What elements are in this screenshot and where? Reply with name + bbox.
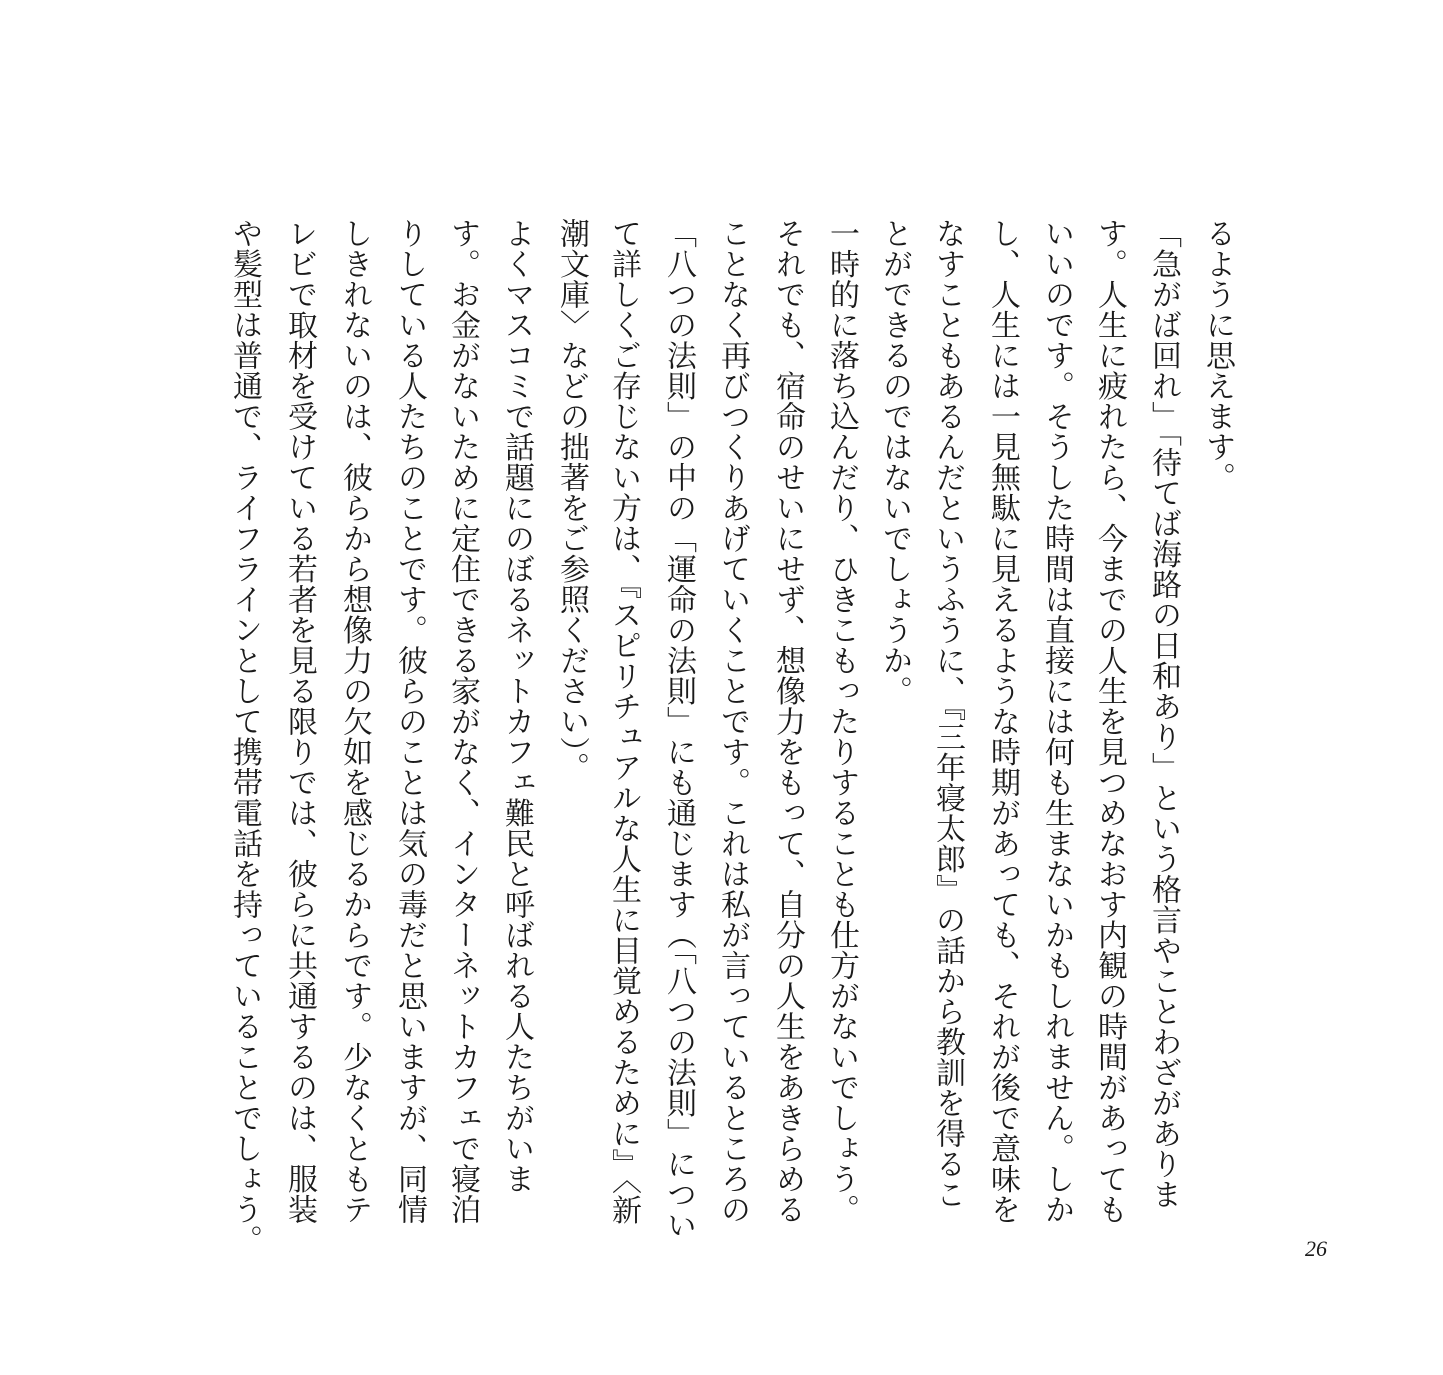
text-line-19: や髪型は普通で、ライフラインとして携帯電話を持っていることでしょう。 bbox=[227, 218, 262, 1255]
text-line-4: いいのです。そうした時間は直接には何も生まないかもしれません。しか bbox=[1039, 218, 1074, 1225]
text-line-5: し、人生には一見無駄に見えるような時期があっても、それが後で意味を bbox=[985, 218, 1020, 1225]
text-line-18: レビで取材を受けている若者を見る限りでは、彼らに共通するのは、服装 bbox=[282, 218, 317, 1225]
page-number: 26 bbox=[1305, 1236, 1327, 1261]
text-line-1: るように思えます。 bbox=[1200, 218, 1235, 493]
text-line-2: 「急がば回れ」「待てば海路の日和あり」という格言やことわざがありま bbox=[1146, 218, 1181, 1210]
text-line-8: 一時的に落ち込んだり、ひきこもったりすることも仕方がないでしょう。 bbox=[824, 218, 859, 1225]
text-line-3: す。人生に疲れたら、今までの人生を見つめなおす内観の時間があっても bbox=[1092, 218, 1127, 1225]
text-line-16: りしている人たちのことです。彼らのことは気の毒だと思いますが、同情 bbox=[392, 218, 427, 1225]
text-line-10: ことなく再びつくりあげていくことです。これは私が言っているところの bbox=[715, 218, 750, 1225]
text-line-11: 「八つの法則」の中の「運命の法則」にも通じます（「八つの法則」につい bbox=[661, 218, 696, 1240]
text-line-14: よくマスコミで話題にのぼるネットカフェ難民と呼ばれる人たちがいま bbox=[499, 218, 534, 1194]
text-line-7: とができるのではないでしょうか。 bbox=[877, 218, 912, 706]
text-line-17: しきれないのは、彼らから想像力の欠如を感じるからです。少なくともテ bbox=[337, 218, 372, 1225]
text-line-6: なすこともあるんだというふうに、『三年寝太郎』の話から教訓を得るこ bbox=[930, 218, 965, 1210]
text-line-15: す。お金がないために定住できる家がなく、インターネットカフェで寝泊 bbox=[445, 218, 480, 1225]
text-line-13: 潮文庫〉などの拙著をご参照ください）。 bbox=[554, 218, 589, 783]
text-line-9: それでも、宿命のせいにせず、想像力をもって、自分の人生をあきらめる bbox=[770, 218, 805, 1225]
text-line-12: て詳しくご存じない方は、『スピリチュアルな人生に目覚めるために』〈新 bbox=[606, 218, 641, 1225]
